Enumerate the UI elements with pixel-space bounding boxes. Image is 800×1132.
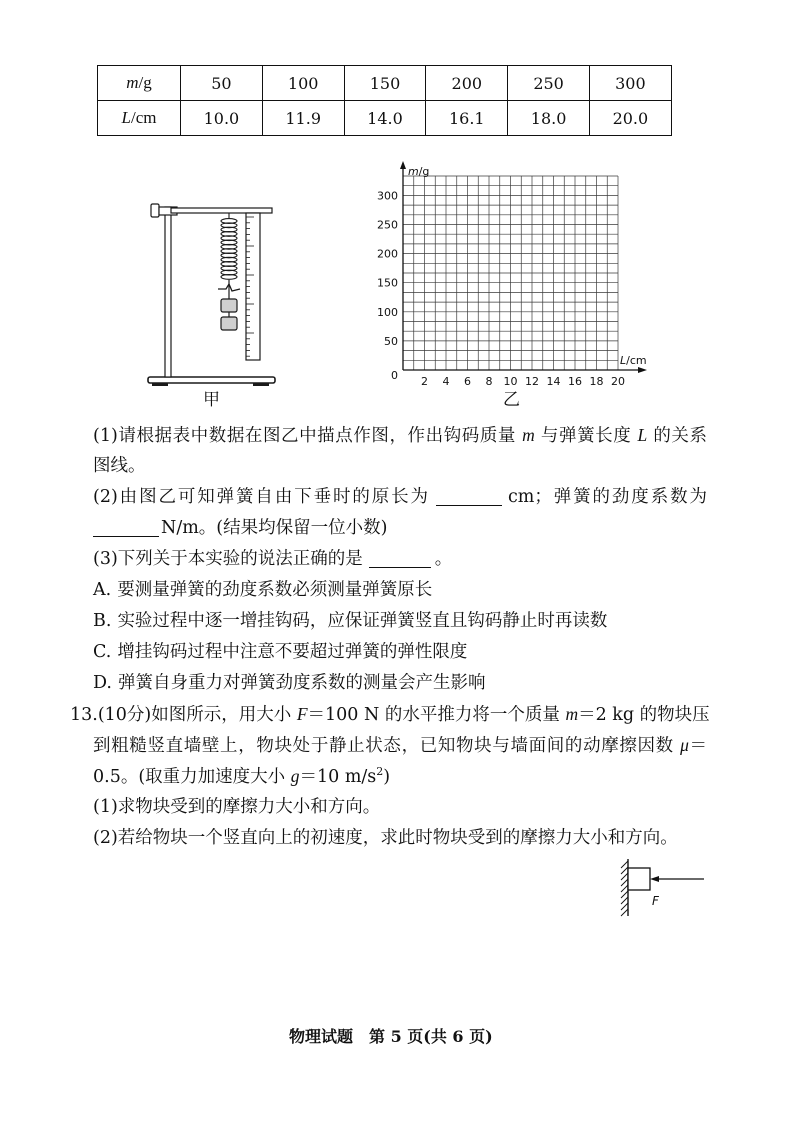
text-run: (3)下列关于本实验的说法正确的是 [93, 549, 363, 569]
text-run: (1)请根据表中数据在图乙中描点作图，作出钩码质量 [93, 426, 523, 446]
graph-paper-figure [370, 160, 660, 410]
table-cell: 100 [262, 66, 344, 101]
text-run: 13.(10分)如图所示，用大小 [70, 705, 297, 725]
table-cell: 50 [181, 66, 263, 101]
y-axis-arrow-icon [400, 161, 406, 169]
text-run: cm；弹簧的劲度系数为 [507, 487, 707, 507]
x-axis-symbol: L [620, 354, 627, 367]
x-tick-label: 20 [611, 375, 625, 388]
table-cell: 150 [344, 66, 426, 101]
q13-line1 [70, 699, 710, 730]
y-tick-label: 150 [377, 276, 398, 290]
origin-label: 0 [391, 369, 398, 382]
spring-apparatus-figure [140, 195, 285, 395]
q12-part1-line1 [93, 420, 707, 451]
force-label: F [652, 894, 659, 908]
text-run: ) [383, 767, 391, 787]
y-axis-unit: /g [418, 165, 430, 178]
x-tick-label: 10 [503, 375, 518, 388]
stand-rod [165, 207, 171, 377]
table-cell: 20.0 [589, 101, 671, 136]
y-tick-label: 200 [377, 247, 398, 261]
x-tick-label: 16 [568, 375, 582, 388]
page-footer: 物理试题 第 5 页(共 6 页) [289, 1027, 493, 1046]
y-tick-label: 250 [377, 218, 398, 232]
hook-weight [221, 317, 237, 330]
wall-block-figure [612, 855, 707, 920]
text-run: ＝ [688, 736, 708, 756]
stand-arm [171, 208, 272, 213]
text-run: ＝2 kg 的物块压 [578, 705, 710, 725]
option-a [93, 575, 432, 606]
variable-L: L [637, 425, 648, 445]
table-cell: 11.9 [262, 101, 344, 136]
text-run: 与弹簧长度 [534, 426, 638, 446]
option-text: 实验过程中逐一增挂钩码，应保证弹簧竖直且钩码静止时再读数 [117, 611, 608, 631]
variable-g: g [290, 766, 300, 786]
option-letter: B. [93, 611, 112, 631]
unit-cm: /cm [130, 108, 157, 127]
table-cell: 10.0 [181, 101, 263, 136]
table-cell: 250 [508, 66, 590, 101]
text-run: ＝10 m/s [299, 767, 377, 787]
stand-base [148, 377, 275, 383]
table-cell: 300 [589, 66, 671, 101]
variable-m: m [565, 704, 579, 724]
wall-hatching [621, 861, 628, 916]
y-tick-label: 50 [384, 334, 398, 348]
symbol-m: m [126, 73, 139, 92]
hatch-line [621, 879, 628, 886]
hook-weight [221, 299, 237, 312]
q12-part2-line2 [93, 513, 387, 544]
hatch-line [621, 861, 628, 868]
variable-m: m [522, 425, 535, 445]
tick-labels [377, 189, 625, 388]
answer-blank [436, 487, 502, 506]
text-run: N/m。(结果均保留一位小数) [161, 518, 388, 538]
option-d [93, 668, 485, 699]
y-tick-label: 300 [377, 189, 398, 203]
superscript: 2 [376, 765, 384, 778]
variable-F: F [296, 704, 308, 724]
stand-foot [152, 383, 168, 386]
table-cell: 14.0 [344, 101, 426, 136]
q13-line2 [93, 730, 707, 761]
force-arrow-head-icon [650, 876, 659, 882]
hatch-line [621, 867, 628, 874]
hatch-line [621, 873, 628, 880]
table-cell: 200 [426, 66, 508, 101]
text-run: ＝100 N 的水平推力将一个质量 [307, 705, 566, 725]
hatch-line [621, 903, 628, 910]
table-cell: 18.0 [508, 101, 590, 136]
data-table [97, 65, 672, 136]
hatch-line [621, 909, 628, 916]
figure-caption-yi: 乙 [503, 390, 520, 410]
answer-blank [93, 518, 159, 537]
hatch-line [621, 885, 628, 892]
y-axis-symbol: m [408, 165, 419, 178]
variable-mu: μ [680, 735, 689, 755]
x-axis-label [620, 354, 647, 367]
table-row-length [98, 101, 672, 136]
x-tick-label: 18 [589, 375, 604, 388]
text-run: 0.5。(取重力加速度大小 [93, 767, 291, 787]
x-tick-label: 4 [442, 375, 450, 388]
stand-foot [253, 383, 269, 386]
figure-caption-jia: 甲 [203, 390, 220, 410]
block [628, 868, 650, 890]
x-tick-label: 6 [464, 375, 471, 388]
text-run: (2)由图乙可知弹簧自由下垂时的原长为 [93, 487, 430, 507]
table-row-mass [98, 66, 672, 101]
row-label-mass [98, 66, 181, 101]
x-axis-arrow-icon [638, 367, 647, 373]
option-text: 增挂钩码过程中注意不要超过弹簧的弹性限度 [117, 642, 468, 662]
q13-line3 [93, 761, 390, 792]
x-tick-label: 12 [525, 375, 539, 388]
graph-grid [403, 176, 618, 370]
y-tick-label: 100 [377, 305, 398, 319]
option-letter: A. [93, 580, 112, 600]
q13-part2: (2)若给物块一个竖直向上的初速度，求此时物块受到的摩擦力大小和方向。 [93, 828, 678, 848]
unit-g: /g [138, 73, 152, 92]
x-tick-label: 14 [546, 375, 561, 388]
q12-part1-line2: 图线。 [93, 456, 146, 476]
answer-blank [369, 549, 431, 568]
text-run: 到粗糙竖直墙壁上，物块处于静止状态，已知物块与墙面间的动摩擦因数 [93, 736, 681, 756]
option-text: 弹簧自身重力对弹簧劲度系数的测量会产生影响 [117, 673, 486, 693]
x-tick-label: 8 [485, 375, 493, 388]
y-axis-label [408, 165, 429, 178]
q12-part2-line1 [93, 482, 707, 513]
q13-part1: (1)求物块受到的摩擦力大小和方向。 [93, 797, 381, 817]
row-label-length [98, 101, 181, 136]
hatch-line [621, 897, 628, 904]
table-cell: 16.1 [426, 101, 508, 136]
spring [221, 219, 237, 280]
q12-part3-line [93, 544, 452, 575]
hatch-line [621, 891, 628, 898]
text-run: 。 [434, 549, 453, 569]
text-run: 的关系 [647, 426, 707, 446]
option-b [93, 606, 607, 637]
x-tick-label: 2 [421, 375, 428, 388]
option-letter: D. [93, 673, 112, 693]
symbol-L: L [121, 108, 131, 127]
option-text: 要测量弹簧的劲度系数必须测量弹簧原长 [117, 580, 433, 600]
clamp-knob [151, 204, 159, 217]
option-letter: C. [93, 642, 112, 662]
x-axis-unit: /cm [626, 354, 647, 367]
option-c [93, 637, 467, 668]
